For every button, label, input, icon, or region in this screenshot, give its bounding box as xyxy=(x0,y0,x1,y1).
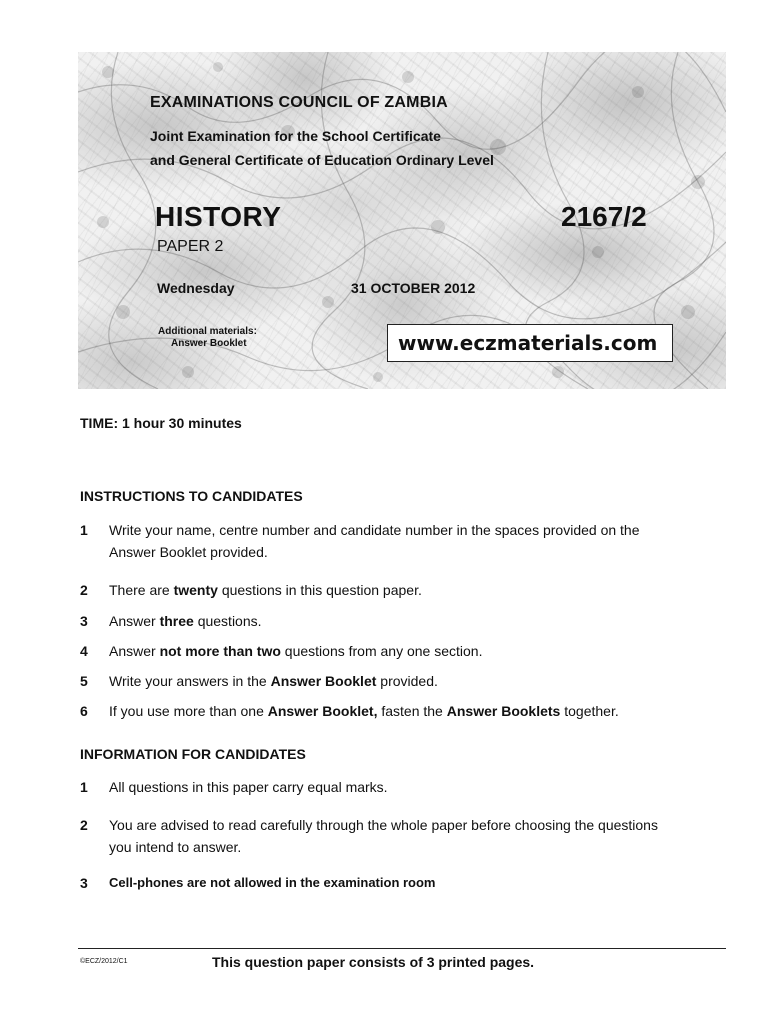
information-number: 1 xyxy=(80,779,88,795)
copyright-code: ©ECZ/2012/C1 xyxy=(80,958,128,965)
instruction-text: questions from any one section. xyxy=(280,643,483,659)
instruction-emphasis: twenty xyxy=(173,582,218,598)
instruction-number: 2 xyxy=(80,582,88,598)
instruction-number: 6 xyxy=(80,703,88,719)
information-number: 2 xyxy=(80,817,88,833)
instruction-text-line-2: Answer Booklet provided. xyxy=(109,544,268,560)
instruction-item xyxy=(109,579,422,601)
information-text-line-1: You are advised to read carefully through the whole paper before choosing the questions xyxy=(109,817,658,833)
information-item: All questions in this paper carry equal marks. xyxy=(109,779,388,795)
exam-header-box xyxy=(78,52,726,389)
instruction-text: Answer xyxy=(109,643,160,659)
instruction-number: 1 xyxy=(80,522,88,538)
council-name: EXAMINATIONS COUNCIL OF ZAMBIA xyxy=(150,94,448,111)
exam-description-line-1: Joint Examination for the School Certificate xyxy=(150,128,441,144)
instructions-heading: INSTRUCTIONS TO CANDIDATES xyxy=(80,488,303,504)
instruction-text: Write your answers in the xyxy=(109,673,271,689)
instruction-emphasis: three xyxy=(159,613,194,629)
instruction-text: Answer xyxy=(109,613,160,629)
additional-materials-value: Answer Booklet xyxy=(171,338,247,349)
instruction-number: 4 xyxy=(80,643,88,659)
website-link[interactable]: www.eczmaterials.com xyxy=(398,331,658,355)
instruction-item xyxy=(109,670,438,692)
instruction-item xyxy=(109,610,262,632)
information-item: Cell-phones are not allowed in the examination room xyxy=(109,875,436,890)
exam-description-line-2: and General Certificate of Education Ordinary Level xyxy=(150,152,494,168)
footer-divider xyxy=(78,948,726,949)
instruction-item xyxy=(109,700,619,722)
exam-date: 31 OCTOBER 2012 xyxy=(351,280,476,296)
exam-duration: TIME: 1 hour 30 minutes xyxy=(80,415,242,431)
page-count-note: This question paper consists of 3 printed pages. xyxy=(212,954,535,970)
exam-day: Wednesday xyxy=(157,280,235,296)
instruction-item xyxy=(109,519,640,563)
information-heading: INFORMATION FOR CANDIDATES xyxy=(80,746,306,762)
website-link-box[interactable] xyxy=(387,324,673,362)
paper-code: 2167/2 xyxy=(561,201,647,232)
information-text-line-2: you intend to answer. xyxy=(109,839,242,855)
additional-materials-label: Additional materials: xyxy=(158,326,257,337)
instruction-emphasis: Answer Booklets xyxy=(446,703,561,719)
instruction-number: 5 xyxy=(80,673,88,689)
information-item xyxy=(109,814,658,858)
instruction-number: 3 xyxy=(80,613,88,629)
instruction-emphasis: Answer Booklet, xyxy=(267,703,378,719)
instruction-text: There are xyxy=(109,582,174,598)
subject-title: HISTORY xyxy=(155,201,282,232)
instruction-text: provided. xyxy=(376,673,438,689)
instruction-text: questions in this question paper. xyxy=(217,582,422,598)
paper-number: PAPER 2 xyxy=(157,238,224,255)
instruction-text: together. xyxy=(560,703,619,719)
instruction-text: fasten the xyxy=(377,703,447,719)
instruction-text: If you use more than one xyxy=(109,703,268,719)
instruction-text-line-1: Write your name, centre number and candidate number in the spaces provided on the xyxy=(109,522,640,538)
instruction-text: questions. xyxy=(193,613,262,629)
instruction-emphasis: not more than two xyxy=(159,643,281,659)
information-number: 3 xyxy=(80,875,88,891)
instruction-emphasis: Answer Booklet xyxy=(270,673,377,689)
instruction-item xyxy=(109,640,482,662)
